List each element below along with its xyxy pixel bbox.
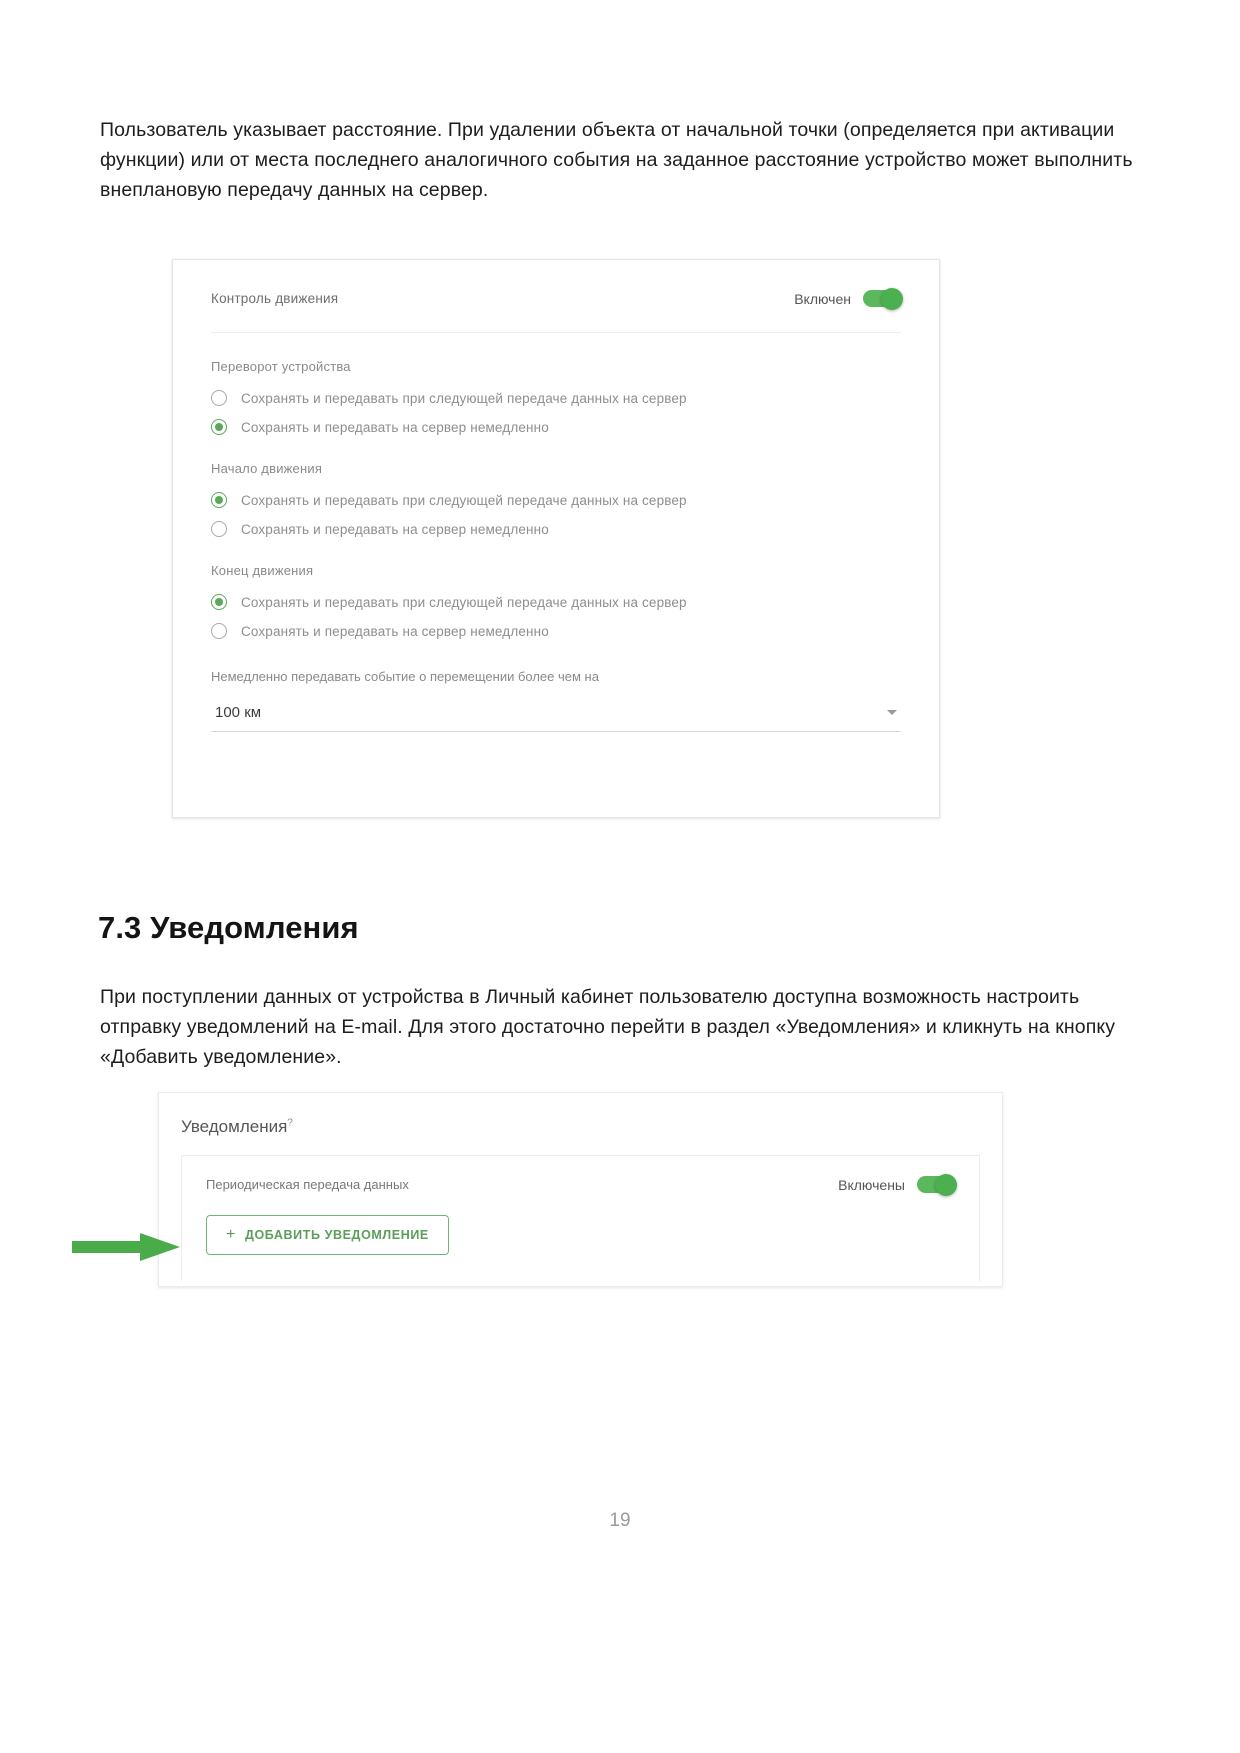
group-title: Переворот устройства	[211, 359, 351, 374]
radio-icon-selected[interactable]	[211, 419, 227, 435]
distance-select-value: 100 км	[215, 704, 262, 721]
notifications-panel	[181, 1155, 980, 1281]
motion-control-screenshot	[172, 259, 940, 818]
distance-select[interactable]	[211, 704, 901, 732]
help-icon[interactable]: ?	[287, 1117, 293, 1129]
radio-option[interactable]	[211, 390, 901, 406]
radio-label: Сохранять и передавать на сервер немедленно	[241, 623, 549, 639]
radio-icon[interactable]	[211, 521, 227, 537]
radio-label: Сохранять и передавать при следующей передаче данных на сервер	[241, 390, 687, 406]
notifications-paragraph: При поступлении данных от устройства в Личный кабинет пользователю доступна возможность настроить отправку уведомлений на E-mail. Для этого достаточно перейти в раздел «Уведомления» и кликнуть на кнопку «Добавить уведомление».	[100, 985, 1116, 1068]
periodic-transfer-label: Периодическая передача данных	[206, 1177, 409, 1192]
group-title: Начало движения	[211, 461, 323, 476]
radio-label: Сохранять и передавать на сервер немедленно	[241, 419, 549, 435]
periodic-transfer-toggle-text: Включены	[838, 1176, 905, 1193]
add-notification-label: ДОБАВИТЬ УВЕДОМЛЕНИЕ	[244, 1228, 429, 1242]
distance-field-caption: Немедленно передавать событие о перемещении более чем на	[211, 669, 599, 684]
page-number: 19	[609, 1510, 631, 1531]
toggle-knob	[935, 1174, 957, 1196]
radio-icon[interactable]	[211, 623, 227, 639]
annotation-arrow-icon	[72, 1232, 182, 1262]
periodic-transfer-row	[206, 1176, 955, 1193]
group-device-flip	[211, 359, 901, 435]
page-title: 7.3 Уведомления	[98, 909, 359, 945]
chevron-down-icon[interactable]	[887, 710, 897, 715]
radio-label: Сохранять и передавать при следующей передаче данных на сервер	[241, 594, 687, 610]
radio-icon-selected[interactable]	[211, 492, 227, 508]
radio-option[interactable]	[211, 521, 901, 537]
radio-icon[interactable]	[211, 390, 227, 406]
motion-control-label: Контроль движения	[211, 291, 339, 306]
radio-option[interactable]	[211, 419, 901, 435]
radio-option[interactable]	[211, 492, 901, 508]
group-motion-end	[211, 563, 901, 639]
radio-option[interactable]	[211, 623, 901, 639]
intro-paragraph: Пользователь указывает расстояние. При удалении объекта от начальной точки (определяется при активации функции) или от места последнего аналогичного события на заданное расстояние устройство может выполнить внеплановую передачу данных на сервер.	[100, 118, 1133, 201]
motion-control-toggle-group[interactable]	[794, 290, 901, 307]
radio-label: Сохранять и передавать на сервер немедленно	[241, 521, 549, 537]
motion-control-toggle-text: Включен	[794, 290, 851, 307]
notifications-title-text: Уведомления	[181, 1117, 288, 1136]
group-title: Конец движения	[211, 563, 314, 578]
toggle-knob	[881, 288, 903, 310]
motion-control-header	[211, 290, 901, 333]
notifications-screenshot	[158, 1092, 1003, 1287]
motion-control-toggle[interactable]	[863, 290, 901, 307]
notifications-title	[181, 1117, 980, 1137]
radio-option[interactable]	[211, 594, 901, 610]
group-motion-start	[211, 461, 901, 537]
periodic-transfer-toggle[interactable]	[917, 1176, 955, 1193]
radio-label: Сохранять и передавать при следующей передаче данных на сервер	[241, 492, 687, 508]
periodic-transfer-toggle-group[interactable]	[838, 1176, 955, 1193]
plus-icon: +	[226, 1226, 236, 1243]
add-notification-button[interactable]	[206, 1215, 449, 1255]
radio-icon-selected[interactable]	[211, 594, 227, 610]
